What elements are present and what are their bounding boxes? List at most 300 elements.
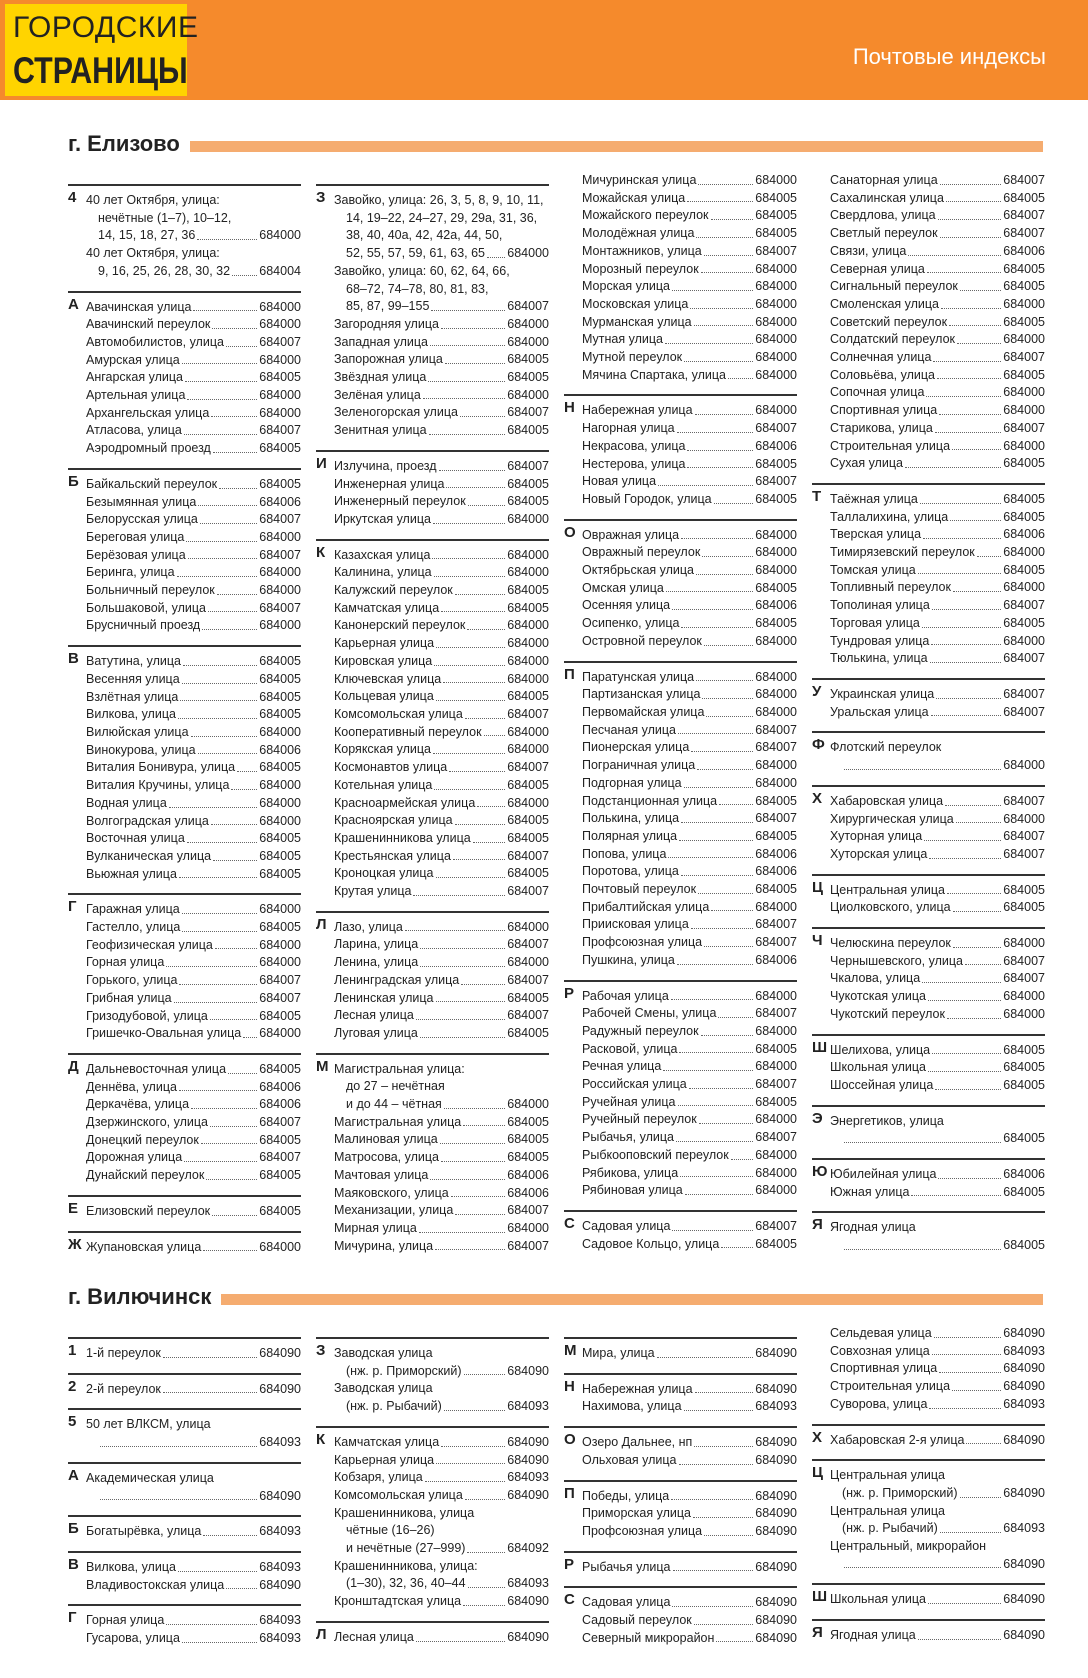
postal-code: 684007	[755, 740, 797, 755]
street-name: Красноармейская улица	[334, 795, 476, 810]
postal-code: 684007	[755, 935, 797, 950]
dot-leader	[166, 1612, 257, 1625]
column-elizovo-1	[68, 184, 301, 1266]
street-name: Ленина, улица	[334, 955, 419, 970]
dot-leader	[405, 919, 505, 932]
street-entry	[86, 405, 301, 423]
postal-code: 684000	[259, 778, 301, 793]
dot-leader	[922, 970, 1001, 983]
postal-code: 684000	[1003, 438, 1045, 453]
dot-leader	[977, 544, 1002, 557]
street-entry	[842, 1485, 1045, 1503]
street-entry	[582, 739, 797, 757]
street-entry	[830, 509, 1045, 527]
dot-leader	[217, 582, 258, 595]
street-name: Корякская улица	[334, 742, 431, 757]
street-entry	[334, 334, 549, 352]
dot-leader	[706, 704, 753, 717]
postal-code: 684090	[1003, 1379, 1045, 1394]
letter-section	[812, 1424, 1045, 1450]
dot-leader	[100, 1488, 257, 1501]
column-viluchinsk-2	[316, 1337, 549, 1657]
street-entry	[334, 1167, 549, 1185]
street-name: Деркачёва, улица	[86, 1097, 190, 1112]
street-name: 14, 15, 18, 27, 36	[98, 228, 196, 243]
postal-code: 684000	[755, 1147, 797, 1162]
postal-code: 684007	[259, 600, 301, 615]
street-name: (нж. р. Рыбачий)	[346, 1399, 442, 1414]
dot-leader	[444, 1398, 505, 1411]
dot-leader	[187, 830, 258, 843]
postal-code: 684005	[1003, 1184, 1045, 1199]
dot-leader	[936, 686, 1001, 699]
postal-code: 684005	[259, 1008, 301, 1023]
section-letter: 4	[68, 189, 77, 206]
street-entry	[334, 617, 549, 635]
dot-leader	[684, 775, 754, 788]
street-name: Можайская улица	[582, 190, 686, 205]
street-name: Кронштадтская улица	[334, 1594, 462, 1609]
street-name: Хуторская улица	[830, 846, 928, 861]
street-name: Загородняя улица	[334, 316, 439, 331]
street-entry	[334, 883, 549, 901]
street-name: Сахалинская улица	[830, 190, 944, 205]
street-entry	[86, 1577, 301, 1595]
street-entry	[582, 597, 797, 615]
street-entry	[334, 369, 549, 387]
street-entry	[582, 863, 797, 881]
street-entry	[830, 899, 1045, 917]
street-entry	[346, 298, 549, 316]
dot-leader	[443, 671, 505, 684]
street-entry	[582, 1165, 797, 1183]
street-entry	[346, 245, 549, 263]
letter-section	[68, 893, 301, 1043]
dot-leader	[213, 848, 257, 861]
street-name: Свердлова, улица	[830, 208, 936, 223]
postal-code: 684006	[259, 742, 301, 757]
street-entry	[582, 278, 797, 296]
street-entry	[334, 724, 549, 742]
letter-section	[812, 1034, 1045, 1095]
dot-leader	[927, 261, 1001, 274]
street-entry	[830, 314, 1045, 332]
dot-leader	[228, 1061, 257, 1074]
dot-leader	[689, 1076, 754, 1089]
letter-section	[812, 785, 1045, 864]
postal-code: 684007	[1003, 598, 1045, 613]
section-letter: Я	[812, 1624, 823, 1642]
letter-section	[316, 539, 549, 901]
street-entry	[582, 704, 797, 722]
dot-leader	[933, 349, 1001, 362]
street-name: Космонавтов улица	[334, 760, 448, 775]
dot-leader	[174, 990, 258, 1003]
dot-leader	[920, 491, 1001, 504]
street-entry	[86, 511, 301, 529]
postal-code: 684006	[755, 438, 797, 453]
dot-leader	[938, 207, 1002, 220]
street-name: Ленинская улица	[334, 990, 434, 1005]
street-entry	[334, 741, 549, 759]
street-entry	[830, 579, 1045, 597]
postal-code: 684000	[259, 902, 301, 917]
dot-leader	[468, 1575, 506, 1588]
street-name: Пограничная улица	[582, 758, 696, 773]
section-letter: Р	[564, 984, 575, 1002]
street-name: Некрасова, улица	[582, 438, 686, 453]
street-name: Зелёная улица	[334, 387, 421, 402]
dot-leader	[953, 935, 1001, 948]
street-entry	[830, 686, 1045, 704]
postal-code: 684000	[259, 583, 301, 598]
street-name: Мира, улица	[582, 1346, 655, 1360]
section-letter: Е	[68, 1199, 79, 1217]
street-entry	[582, 243, 797, 261]
street-entry	[830, 190, 1045, 208]
street-name: Ленинградская улица	[334, 972, 460, 987]
street-name: Чукотский переулок	[830, 1006, 945, 1021]
dot-leader	[455, 1202, 505, 1215]
street-name: Луговая улица	[334, 1025, 418, 1040]
dot-leader	[178, 706, 257, 719]
dot-leader	[719, 793, 753, 806]
street-name: Почтовый переулок	[582, 882, 697, 897]
street-entry	[86, 1096, 301, 1114]
postal-code: 684007	[259, 1150, 301, 1165]
street-name: Комсомольская улица	[334, 706, 463, 721]
dot-leader	[440, 1131, 506, 1144]
section-letter: О	[564, 1431, 576, 1449]
dot-leader	[467, 617, 505, 630]
street-entry	[86, 1132, 301, 1150]
dot-leader	[946, 190, 1001, 203]
postal-code: 684005	[259, 1168, 301, 1183]
street-name: Светлый переулок	[830, 226, 938, 241]
letter-section	[68, 1408, 301, 1451]
dot-leader	[429, 422, 506, 435]
postal-code: 684000	[259, 299, 301, 314]
letter-section	[316, 911, 549, 1043]
street-name: 52, 55, 57, 59, 61, 63, 65	[346, 246, 486, 261]
postal-code: 684093	[1003, 1343, 1045, 1358]
dot-leader	[701, 1023, 754, 1036]
section-letter: В	[68, 650, 79, 668]
logo-line-1: ГОРОДСКИЕ	[13, 11, 199, 44]
letter-section	[812, 172, 1045, 473]
dot-leader	[449, 759, 505, 772]
postal-code: 684005	[755, 1094, 797, 1109]
dot-leader	[687, 190, 753, 203]
postal-code: 684007	[755, 917, 797, 932]
dot-leader	[905, 455, 1001, 468]
street-entry	[582, 1111, 797, 1129]
street-entry	[582, 1094, 797, 1112]
street-entry	[334, 404, 549, 422]
dot-leader	[681, 615, 753, 628]
street-name: Авачинский переулок	[86, 317, 211, 332]
street-entry	[830, 544, 1045, 562]
street-entry	[582, 846, 797, 864]
dot-leader	[929, 1396, 1001, 1409]
dot-leader	[446, 476, 505, 489]
street-name: Тимирязевский переулок	[830, 545, 975, 560]
street-name: Топливный переулок	[830, 580, 951, 595]
dot-leader	[435, 1238, 505, 1251]
section-letter: Т	[812, 487, 822, 505]
dot-leader	[932, 1042, 1001, 1055]
street-name: чётные (16–26)	[346, 1523, 435, 1538]
dot-leader	[451, 1185, 506, 1198]
street-name: Ангарская улица	[86, 370, 183, 385]
postal-code: 684000	[755, 1023, 797, 1038]
street-name: 14, 19–22, 24–27, 29, 29а, 31, 36,	[346, 210, 538, 225]
street-name: Радужный переулок	[582, 1023, 699, 1038]
dot-leader	[952, 1378, 1001, 1391]
street-name: (1–30), 32, 36, 40–44	[346, 1576, 466, 1591]
postal-code: 684006	[507, 1167, 549, 1182]
street-entry	[334, 600, 549, 618]
letter-section	[564, 1373, 797, 1416]
dot-leader	[931, 704, 1002, 717]
letter-section	[564, 394, 797, 508]
street-name: Красноярская улица	[334, 813, 453, 828]
dot-leader	[465, 706, 505, 719]
postal-code: 684006	[1003, 527, 1045, 542]
street-entry	[830, 1467, 1045, 1485]
postal-code: 684000	[259, 813, 301, 828]
street-name: Лазо, улица	[334, 919, 403, 934]
street-entry	[334, 795, 549, 813]
street-entry	[334, 919, 549, 937]
street-name: Богатырёвка, улица	[86, 1524, 202, 1539]
street-entry	[86, 919, 301, 937]
letter-section	[564, 980, 797, 1200]
letter-section	[812, 1459, 1045, 1573]
street-entry	[334, 458, 549, 476]
section-letter: 2	[68, 1377, 77, 1395]
letter-section	[68, 468, 301, 635]
postal-code: 684093	[507, 1399, 549, 1414]
letter-section	[812, 1325, 1045, 1414]
postal-code: 684005	[1003, 1077, 1045, 1092]
postal-code: 684000	[1003, 296, 1045, 311]
postal-code: 684093	[259, 1559, 301, 1574]
letter-section	[68, 1337, 301, 1363]
street-entry	[86, 1167, 301, 1185]
street-entry	[334, 263, 549, 281]
postal-code: 684000	[755, 314, 797, 329]
street-name: до 27 – нечётная	[346, 1079, 445, 1094]
street-entry	[830, 633, 1045, 651]
postal-code: 684007	[507, 405, 549, 420]
street-entry	[86, 547, 301, 565]
street-name: Завойко, улица: 26, 3, 5, 8, 9, 10, 11,	[334, 193, 544, 207]
dot-leader	[198, 494, 257, 507]
street-name: 38, 40, 40а, 42, 42а, 44, 50,	[346, 228, 503, 243]
dot-leader	[473, 830, 506, 843]
letter-section	[812, 874, 1045, 917]
dot-leader	[697, 757, 753, 770]
postal-code: 684000	[259, 405, 301, 420]
dot-leader	[210, 1114, 257, 1127]
dot-leader	[694, 1612, 754, 1625]
postal-code: 684000	[259, 228, 301, 243]
postal-code: 684090	[259, 1381, 301, 1396]
dot-leader	[212, 1203, 257, 1216]
dot-leader	[844, 1556, 1001, 1569]
dot-leader	[191, 724, 258, 737]
postal-code: 684090	[259, 1488, 301, 1503]
street-entry	[334, 316, 549, 334]
street-entry	[346, 1398, 549, 1416]
dot-leader	[434, 564, 506, 577]
dot-leader	[696, 225, 753, 238]
dot-leader	[698, 881, 753, 894]
postal-code: 684006	[259, 1079, 301, 1094]
street-entry	[86, 422, 301, 440]
street-name: Солдатский переулок	[830, 332, 956, 347]
city-heading-elizovo	[68, 131, 1043, 161]
street-entry	[830, 1042, 1045, 1060]
dot-leader	[678, 722, 753, 735]
street-name: Крутая улица	[334, 884, 412, 899]
street-name: 40 лет Октября, улица:	[86, 246, 220, 261]
street-entry	[86, 990, 301, 1008]
street-name: Кобзаря, улица	[334, 1470, 423, 1485]
street-name: Авачинская улица	[86, 299, 192, 314]
letter-section	[68, 1551, 301, 1594]
street-name: Тундровая улица	[830, 633, 930, 648]
dot-leader	[441, 600, 505, 613]
street-entry	[334, 1202, 549, 1220]
street-name: Рыбкооповский переулок	[582, 1147, 729, 1162]
postal-code: 684000	[259, 529, 301, 544]
postal-code: 684000	[507, 671, 549, 686]
street-entry	[830, 1113, 1045, 1131]
dot-leader	[945, 793, 1001, 806]
street-entry	[86, 387, 301, 405]
section-letter: П	[564, 1484, 575, 1502]
postal-code: 684000	[755, 403, 797, 418]
street-entry	[86, 1203, 301, 1221]
section-letter: 1	[68, 1342, 77, 1359]
dot-leader	[200, 511, 257, 524]
dot-leader	[687, 438, 753, 451]
street-name: Мирная улица	[334, 1220, 417, 1235]
street-entry	[334, 865, 549, 883]
dot-leader	[463, 1593, 505, 1606]
street-entry	[830, 261, 1045, 279]
dot-leader	[203, 1523, 257, 1536]
postal-code: 684093	[755, 1399, 797, 1414]
street-name: Хирургическая улица	[830, 811, 954, 826]
dot-leader	[436, 865, 506, 878]
street-entry	[830, 491, 1045, 509]
postal-code: 684006	[1003, 243, 1045, 258]
street-entry	[582, 1612, 797, 1630]
street-entry	[334, 1061, 549, 1079]
postal-code: 684005	[507, 494, 549, 509]
postal-code: 684007	[507, 706, 549, 721]
street-entry	[582, 1058, 797, 1076]
street-name: Поротова, улица	[582, 864, 679, 879]
postal-code: 684007	[755, 243, 797, 258]
postal-code: 684005	[755, 491, 797, 506]
street-entry	[86, 476, 301, 494]
street-name: Канонерский переулок	[334, 618, 466, 633]
postal-code: 684007	[1003, 208, 1045, 223]
dot-leader	[455, 812, 506, 825]
dot-leader	[939, 1360, 1001, 1373]
street-entry	[86, 1559, 301, 1577]
street-name: Хуторная улица	[830, 829, 923, 844]
postal-code: 684005	[1003, 279, 1045, 294]
street-name: Рыбачья, улица	[582, 1130, 674, 1145]
street-name: Вилюйская улица	[86, 724, 189, 739]
postal-code: 684007	[507, 299, 549, 314]
street-entry	[582, 1023, 797, 1041]
letter-section	[68, 1053, 301, 1185]
street-name: Инженерный переулок	[334, 494, 466, 509]
dot-leader	[665, 331, 753, 344]
dot-leader	[182, 352, 258, 365]
street-name: Сельдевая улица	[830, 1326, 932, 1340]
street-name: Гризодубовой, улица	[86, 1008, 208, 1023]
street-name: Елизовский переулок	[86, 1203, 211, 1218]
dot-leader	[908, 243, 1001, 256]
postal-code: 684000	[755, 1059, 797, 1074]
street-name: Песчаная улица	[582, 722, 676, 737]
letter-section	[316, 1337, 549, 1416]
postal-code: 684005	[507, 866, 549, 881]
dot-leader	[728, 367, 753, 380]
letter-section	[68, 184, 301, 281]
street-name: Можайского переулок	[582, 208, 709, 223]
street-entry	[334, 830, 549, 848]
dot-leader	[428, 369, 505, 382]
street-name: Тополиная улица	[830, 598, 930, 613]
postal-code: 684000	[507, 511, 549, 526]
postal-code: 684093	[1003, 1396, 1045, 1411]
dot-leader	[163, 1381, 257, 1394]
dot-leader	[704, 1523, 753, 1536]
postal-code: 684005	[259, 370, 301, 385]
street-name: Ягодная улица	[830, 1220, 916, 1235]
letter-section	[812, 927, 1045, 1024]
dot-leader	[100, 1434, 257, 1447]
dot-leader	[231, 777, 257, 790]
dot-leader	[202, 617, 257, 630]
dot-leader	[676, 1129, 753, 1142]
postal-code: 684007	[259, 334, 301, 349]
letter-section	[316, 1426, 549, 1611]
postal-code: 684005	[259, 476, 301, 491]
postal-code: 684000	[259, 724, 301, 739]
postal-code: 684007	[507, 1238, 549, 1253]
city-name: г. Елизово	[68, 131, 190, 157]
street-entry	[830, 278, 1045, 296]
street-entry	[582, 881, 797, 899]
street-name: Горная улица	[86, 955, 165, 970]
street-name: Спортивная улица	[830, 403, 938, 418]
letter-section	[316, 184, 549, 440]
letter-section	[812, 1105, 1045, 1148]
postal-code: 684093	[507, 1470, 549, 1485]
street-entry	[98, 1434, 301, 1452]
postal-code: 684090	[755, 1595, 797, 1610]
street-entry	[830, 793, 1045, 811]
